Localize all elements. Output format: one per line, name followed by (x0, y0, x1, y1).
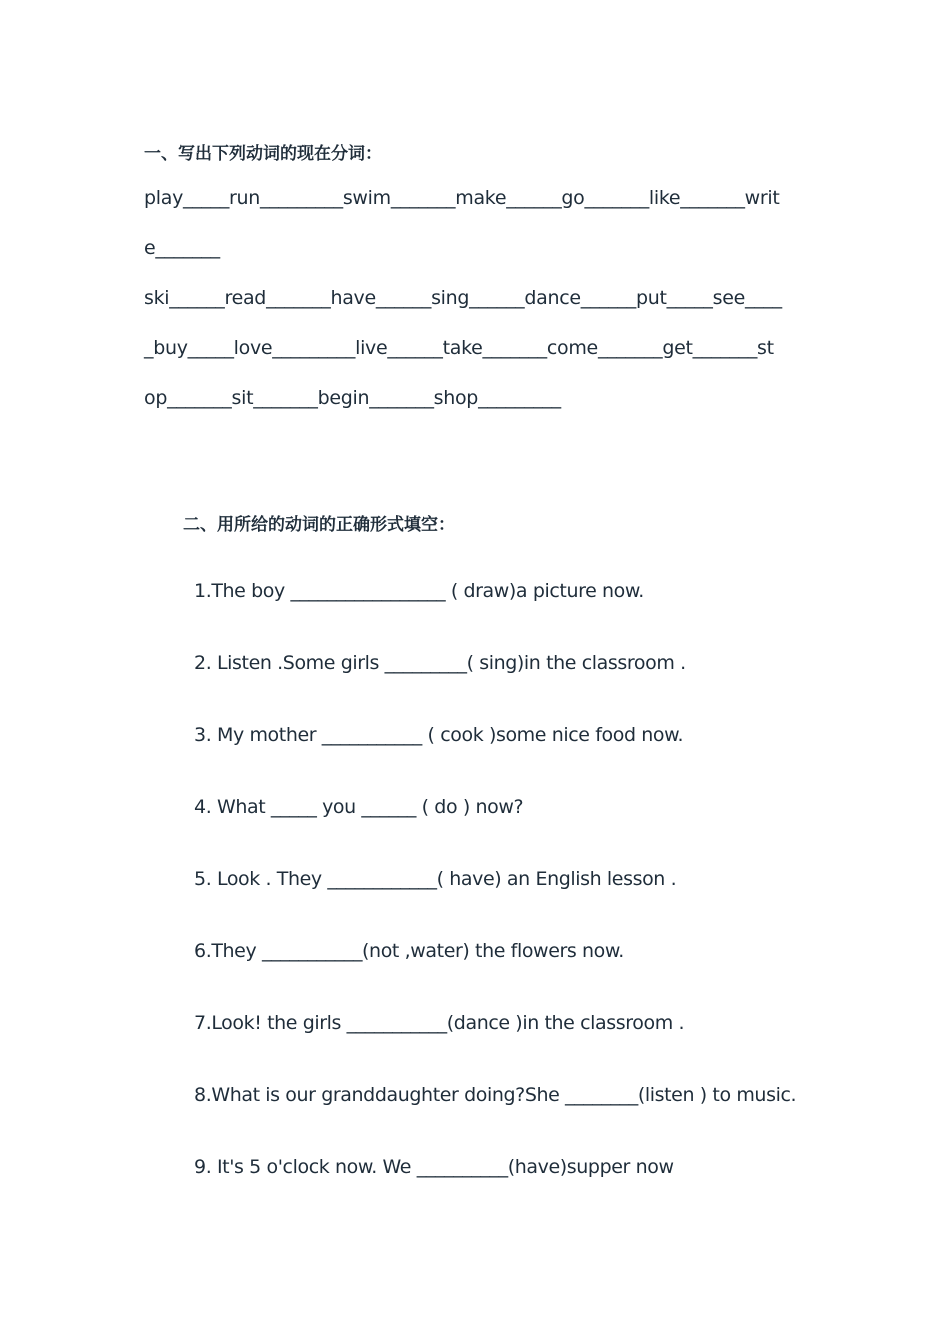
question-8: 8.What is our granddaughter doing?She ________(listen ) to music. (194, 1084, 797, 1106)
section1-line: ski______read_______have______sing______dance______put_____see____ (144, 287, 782, 309)
section1-heading: 一、写出下列动词的现在分词： (144, 144, 382, 164)
section1-line: _buy_____love_________live______take_______come_______get_______st (144, 337, 774, 359)
section1-line: e_______ (144, 237, 220, 259)
section1-line: op_______sit_______begin_______shop_________ (144, 387, 561, 409)
question-4: 4. What _____ you ______ ( do ) now? (194, 796, 524, 818)
question-9: 9. It's 5 o'clock now. We __________(have)supper now (194, 1156, 674, 1178)
section1-line: play_____run_________swim_______make______go_______like_______writ (144, 187, 780, 209)
question-1: 1.The boy _________________ ( draw)a picture now. (194, 580, 644, 602)
question-3: 3. My mother ___________ ( cook )some nice food now. (194, 724, 684, 746)
question-5: 5. Look . They ____________( have) an English lesson . (194, 868, 677, 890)
question-6: 6.They ___________(not ,water) the flowers now. (194, 940, 624, 962)
question-2: 2. Listen .Some girls _________( sing)in the classroom . (194, 652, 686, 674)
section2-heading: 二、用所给的动词的正确形式填空： (183, 515, 455, 535)
question-7: 7.Look! the girls ___________(dance )in the classroom . (194, 1012, 685, 1034)
